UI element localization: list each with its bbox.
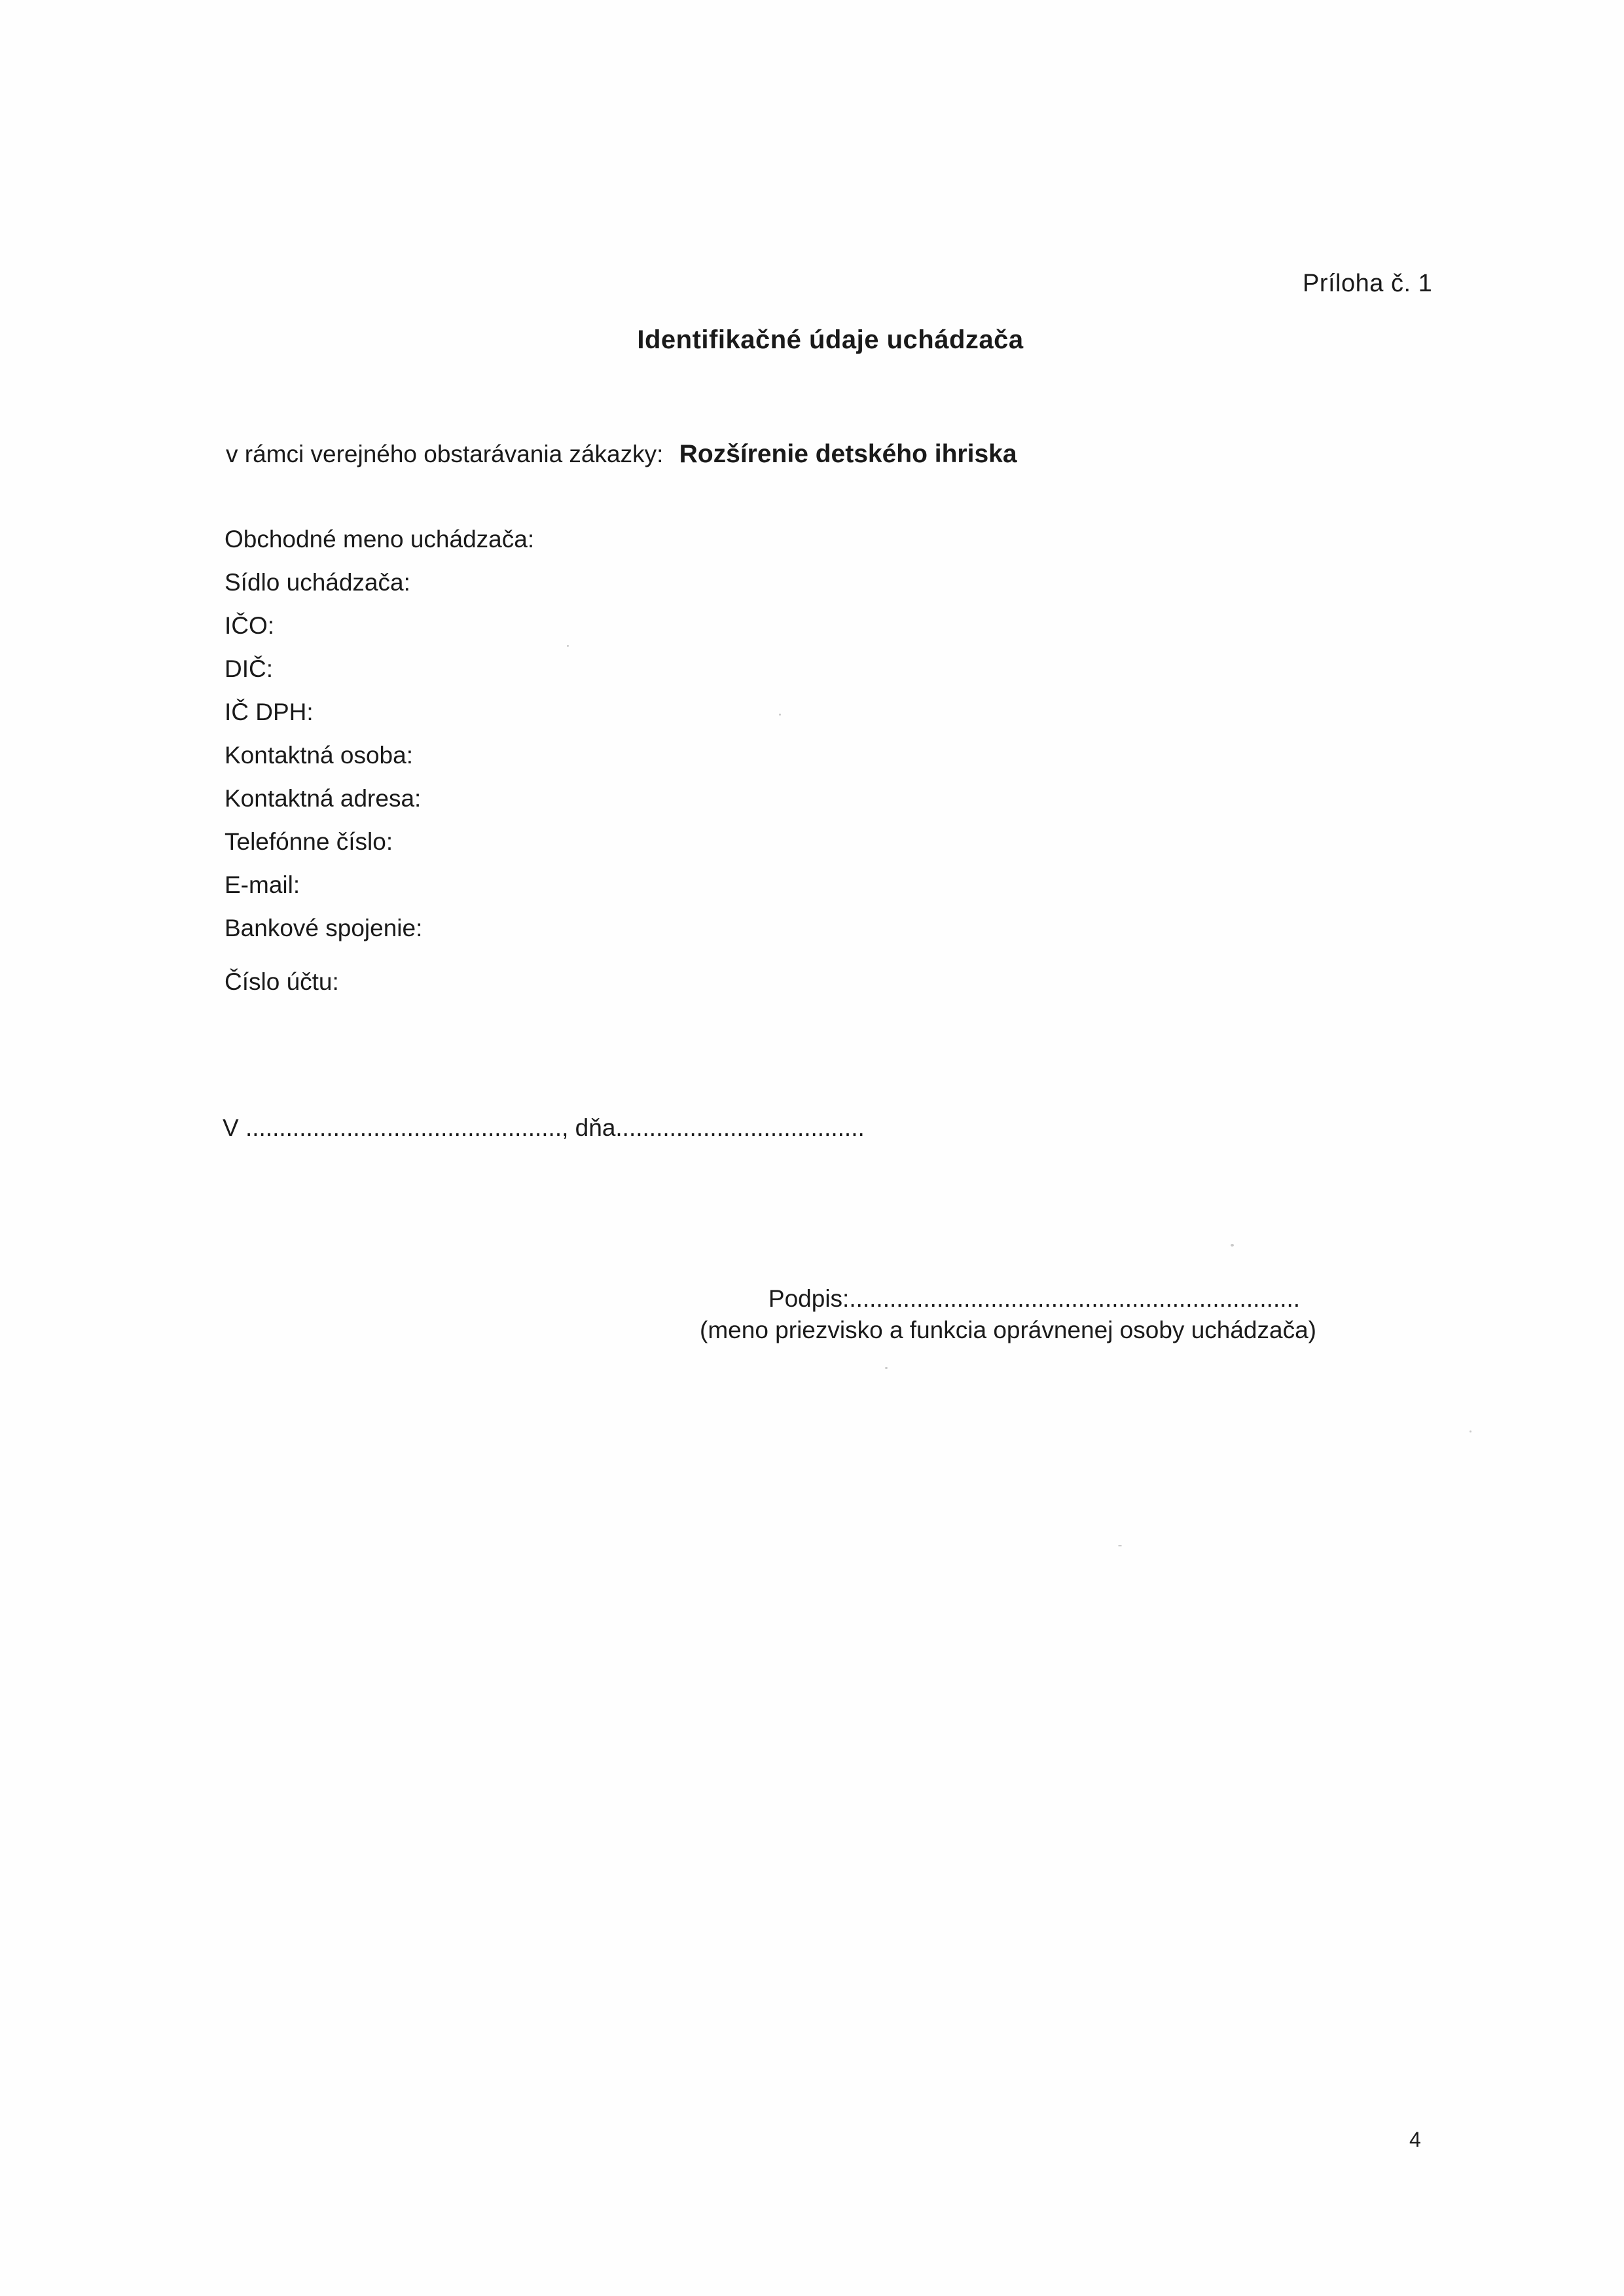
page-number: 4 xyxy=(1409,2128,1421,2151)
field-phone: Telefónne číslo: xyxy=(225,828,393,855)
scan-speck xyxy=(779,714,781,716)
context-prefix: v rámci verejného obstarávania zákazky: xyxy=(226,441,664,467)
field-ico: IČO: xyxy=(225,612,275,639)
field-contact-address: Kontaktná adresa: xyxy=(225,785,422,812)
signature-line: Podpis:................................................................... xyxy=(768,1285,1301,1312)
annex-label: Príloha č. 1 xyxy=(1303,270,1433,297)
scan-speck xyxy=(1118,1545,1122,1546)
document-title xyxy=(0,325,1624,355)
procurement-context xyxy=(226,440,1017,469)
project-name: Rozšírenie detského ihriska xyxy=(679,440,1017,468)
field-account-number: Číslo účtu: xyxy=(225,968,339,995)
field-dic: DIČ: xyxy=(225,655,273,682)
field-registered-office: Sídlo uchádzača: xyxy=(225,569,410,596)
field-business-name: Obchodné meno uchádzača: xyxy=(225,526,535,553)
field-bank: Bankové spojenie: xyxy=(225,915,423,941)
signature-caption: (meno priezvisko a funkcia oprávnenej osoby uchádzača) xyxy=(700,1317,1316,1343)
scan-speck xyxy=(885,1367,888,1369)
scan-speck xyxy=(1470,1430,1471,1432)
field-contact-person: Kontaktná osoba: xyxy=(225,742,413,769)
document-title-text: Identifikačné údaje uchádzača xyxy=(637,325,1024,354)
scan-speck xyxy=(567,645,569,647)
place-date-line: V ..............................................., dňa..................................... xyxy=(223,1114,865,1141)
identification-fields xyxy=(225,525,534,1011)
signature-block xyxy=(655,1283,1362,1346)
field-email: E-mail: xyxy=(225,871,300,898)
field-ic-dph: IČ DPH: xyxy=(225,699,314,725)
scan-speck xyxy=(1231,1244,1234,1247)
